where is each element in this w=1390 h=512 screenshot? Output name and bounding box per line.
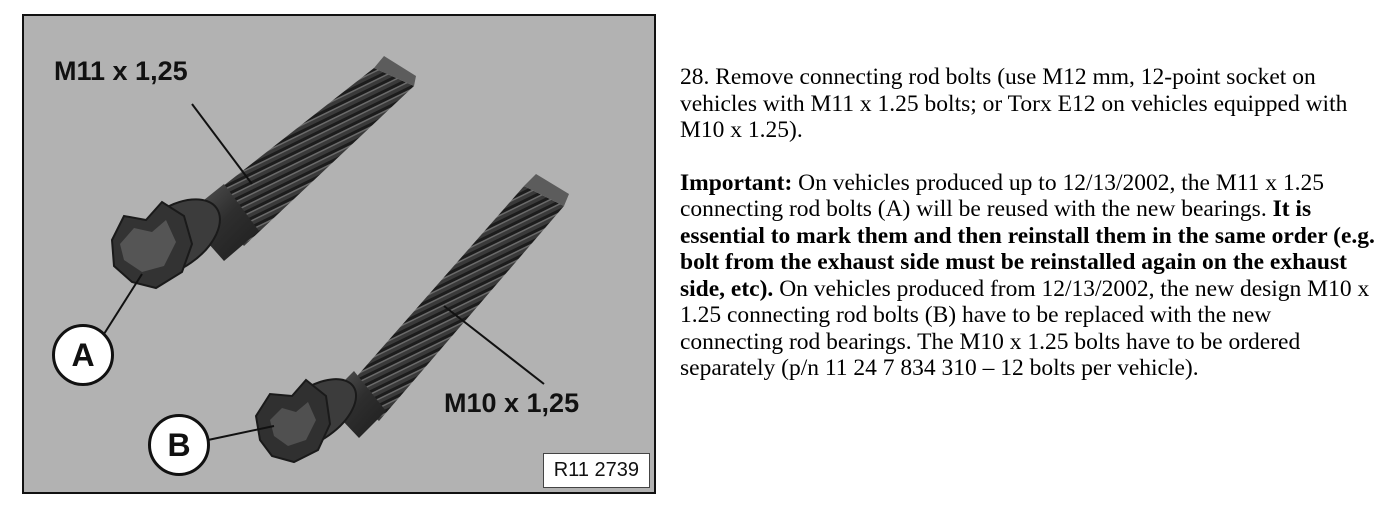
bolt-figure: [22, 14, 656, 494]
label-m11: M11 x 1,25: [54, 56, 188, 86]
figure-reference: R11 2739: [543, 453, 650, 488]
callout-b: B: [148, 414, 210, 476]
instruction-text: [680, 64, 1380, 408]
important-paragraph: [680, 170, 1380, 382]
label-m10: M10 x 1,25: [444, 388, 580, 418]
important-label: Important:: [680, 169, 793, 196]
bolt-a: [112, 56, 416, 292]
leader-line-m11: [192, 104, 252, 184]
important-intro: On vehicles produced up to 12/13/2002, the M11 x 1.25 connecting rod bolts (A) will be reused with the new bearings.: [680, 169, 1325, 222]
important-rest: On vehicles produced from 12/13/2002, the new design M10 x 1.25 connecting rod bolts (B) have to be replaced with the new connecting rod bearings. The M10 x 1.25 bolts have to be ordered separately (p/n 11 24 7 834 310 – 12 bolts per vehicle).: [680, 275, 1370, 381]
leader-line-m10: [444, 306, 544, 384]
bolt-b: [256, 174, 569, 463]
important-emphasis: It is essential to mark them and then reinstall them in the same order (e.g. bolt from the exhaust side must be reinstalled again on the exhaust side, etc).: [680, 196, 1375, 302]
callout-a: A: [52, 324, 114, 386]
leader-line-a: [104, 274, 142, 334]
bolt-illustration: [24, 16, 654, 492]
step-paragraph: 28. Remove connecting rod bolts (use M12 mm, 12-point socket on vehicles with M11 x 1.25 bolts; or Torx E12 on vehicles equipped with M10 x 1.25).: [680, 64, 1348, 143]
